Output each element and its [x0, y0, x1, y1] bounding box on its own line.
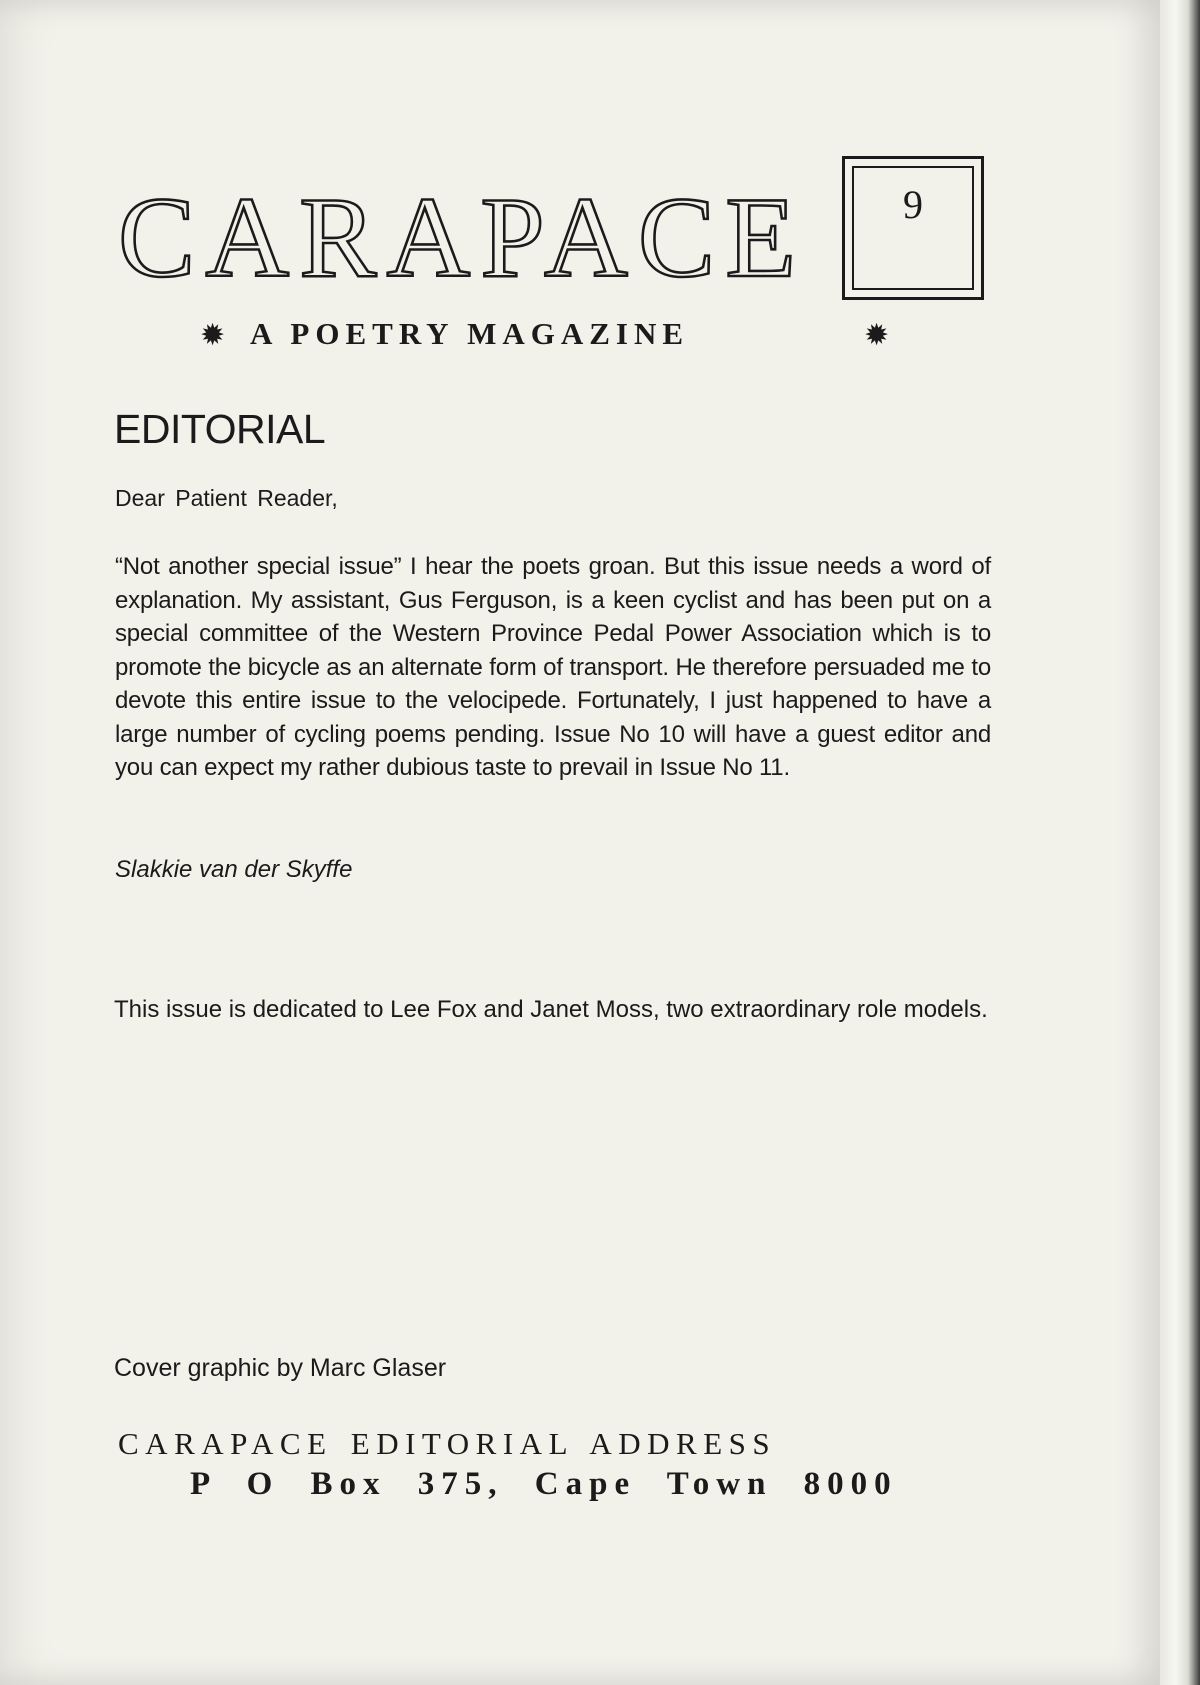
editorial-signature: Slakkie van der Skyffe — [115, 856, 353, 883]
ornament-right-icon: ✹ — [864, 319, 890, 352]
editorial-heading: EDITORIAL — [114, 406, 326, 452]
address-heading: CARAPACE EDITORIAL ADDRESS — [118, 1426, 777, 1461]
issue-number-box — [842, 156, 984, 300]
magazine-title: CARAPACE — [118, 174, 807, 302]
magazine-subtitle: A POETRY MAGAZINE — [250, 316, 690, 351]
page-edge — [1160, 0, 1200, 1685]
editorial-body: “Not another special issue” I hear the poets groan. But this issue needs a word of explanation. My assistant, Gus Ferguson, is a keen cyclist and has been put on a special committee of the Western Province Pedal Power Association which is to promote the bicycle as an alternate form of transport. He therefore persuaded me to devote this entire issue to the velocipede. Fortunately, I just happened to have a large number of cycling poems pending. Issue No 10 will have a guest editor and you can expect my rather dubious taste to prevail in Issue No 11. — [115, 553, 991, 781]
dedication-text: This issue is dedicated to Lee Fox and Janet Moss, two extraordinary role models. — [114, 996, 988, 1023]
editorial-salutation: Dear Patient Reader, — [115, 485, 338, 511]
masthead — [118, 174, 998, 320]
cover-credit: Cover graphic by Marc Glaser — [114, 1354, 447, 1382]
ornament-left-icon: ✹ — [200, 319, 226, 352]
issue-number: 9 — [903, 182, 923, 227]
address-line: P O Box 375, Cape Town 8000 — [190, 1466, 898, 1502]
